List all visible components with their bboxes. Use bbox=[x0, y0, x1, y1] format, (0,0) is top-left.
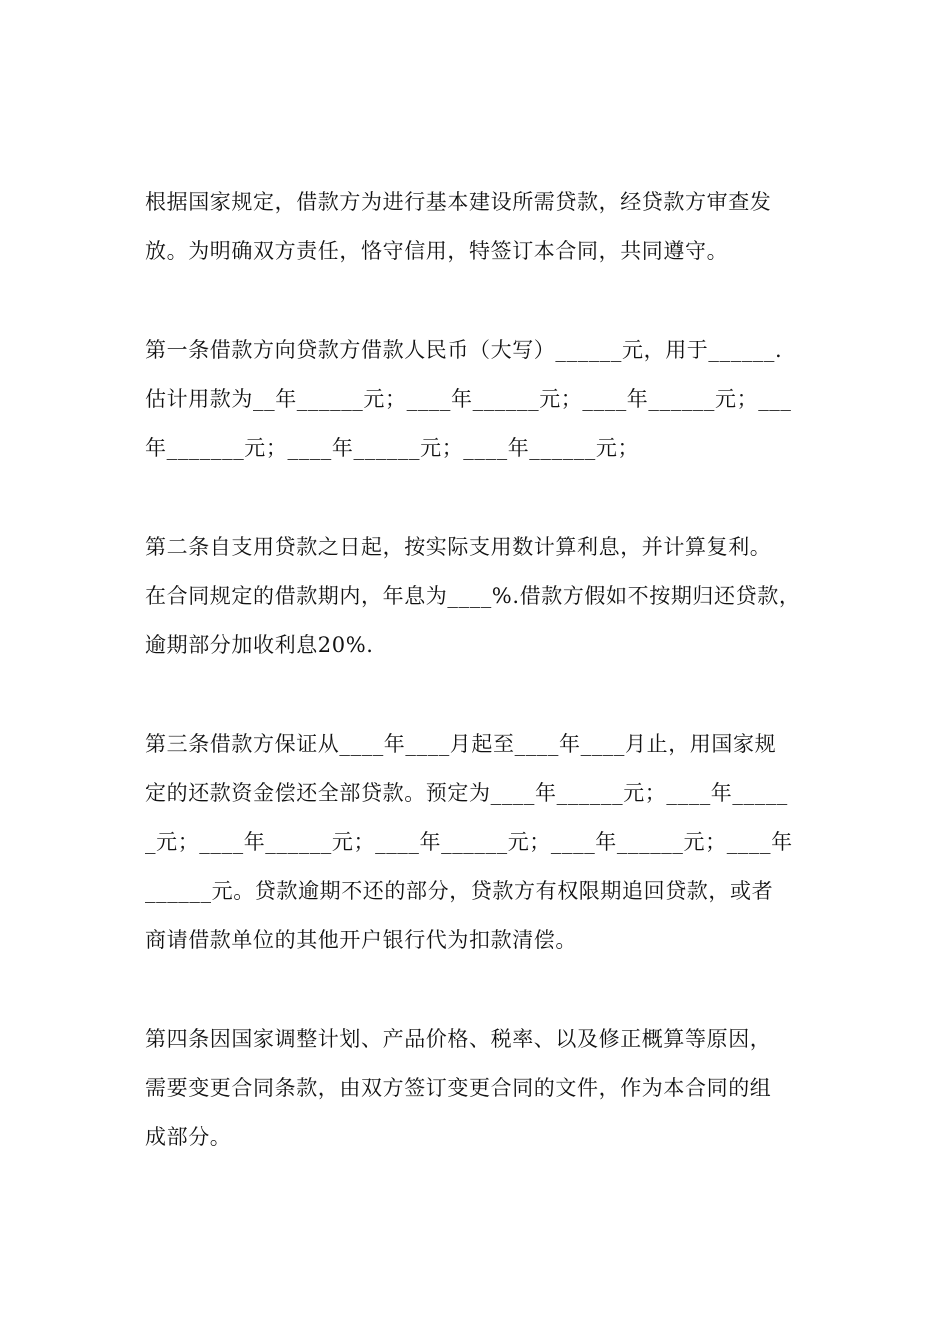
text-line: 需要变更合同条款，由双方签订变更合同的文件，作为本合同的组 bbox=[145, 1076, 772, 1100]
text-line: 第三条借款方保证从____年____月起至____年____月止，用国家规 bbox=[145, 732, 777, 756]
paragraph-article-1 bbox=[145, 326, 815, 473]
paragraph-preamble bbox=[145, 178, 815, 276]
text-line: 成部分。 bbox=[145, 1125, 232, 1149]
text-line: 第一条借款方向贷款方借款人民币（大写）______元，用于______. bbox=[145, 338, 783, 362]
text-line: 放。为明确双方责任，恪守信用，特签订本合同，共同遵守。 bbox=[145, 239, 729, 263]
text-line: 商请借款单位的其他开户银行代为扣款清偿。 bbox=[145, 928, 577, 952]
paragraph-article-3 bbox=[145, 720, 815, 965]
text-line: _元；____年______元；____年______元；____年______元；____年 bbox=[145, 830, 793, 854]
text-line: ______元。贷款逾期不还的部分，贷款方有权限期追回贷款，或者 bbox=[145, 879, 774, 903]
text-line: 定的还款资金偿还全部贷款。预定为____年______元；____年_____ bbox=[145, 781, 788, 805]
text-line: 第四条因国家调整计划、产品价格、税率、以及修正概算等原因， bbox=[145, 1027, 772, 1051]
text-line: 第二条自支用贷款之日起，按实际支用数计算利息，并计算复利。 bbox=[145, 535, 772, 559]
paragraph-article-4 bbox=[145, 1015, 815, 1162]
contract-body bbox=[145, 178, 815, 1212]
text-line: 估计用款为__年______元；____年______元；____年______元；___ bbox=[145, 387, 792, 411]
text-line: 根据国家规定，借款方为进行基本建设所需贷款，经贷款方审查发 bbox=[145, 190, 772, 214]
text-line: 年_______元；____年______元；____年______元； bbox=[145, 436, 640, 460]
paragraph-article-2 bbox=[145, 523, 815, 670]
text-line: 在合同规定的借款期内，年息为____%.借款方假如不按期归还贷款， bbox=[145, 584, 801, 608]
text-line: 逾期部分加收利息20%. bbox=[145, 633, 374, 657]
